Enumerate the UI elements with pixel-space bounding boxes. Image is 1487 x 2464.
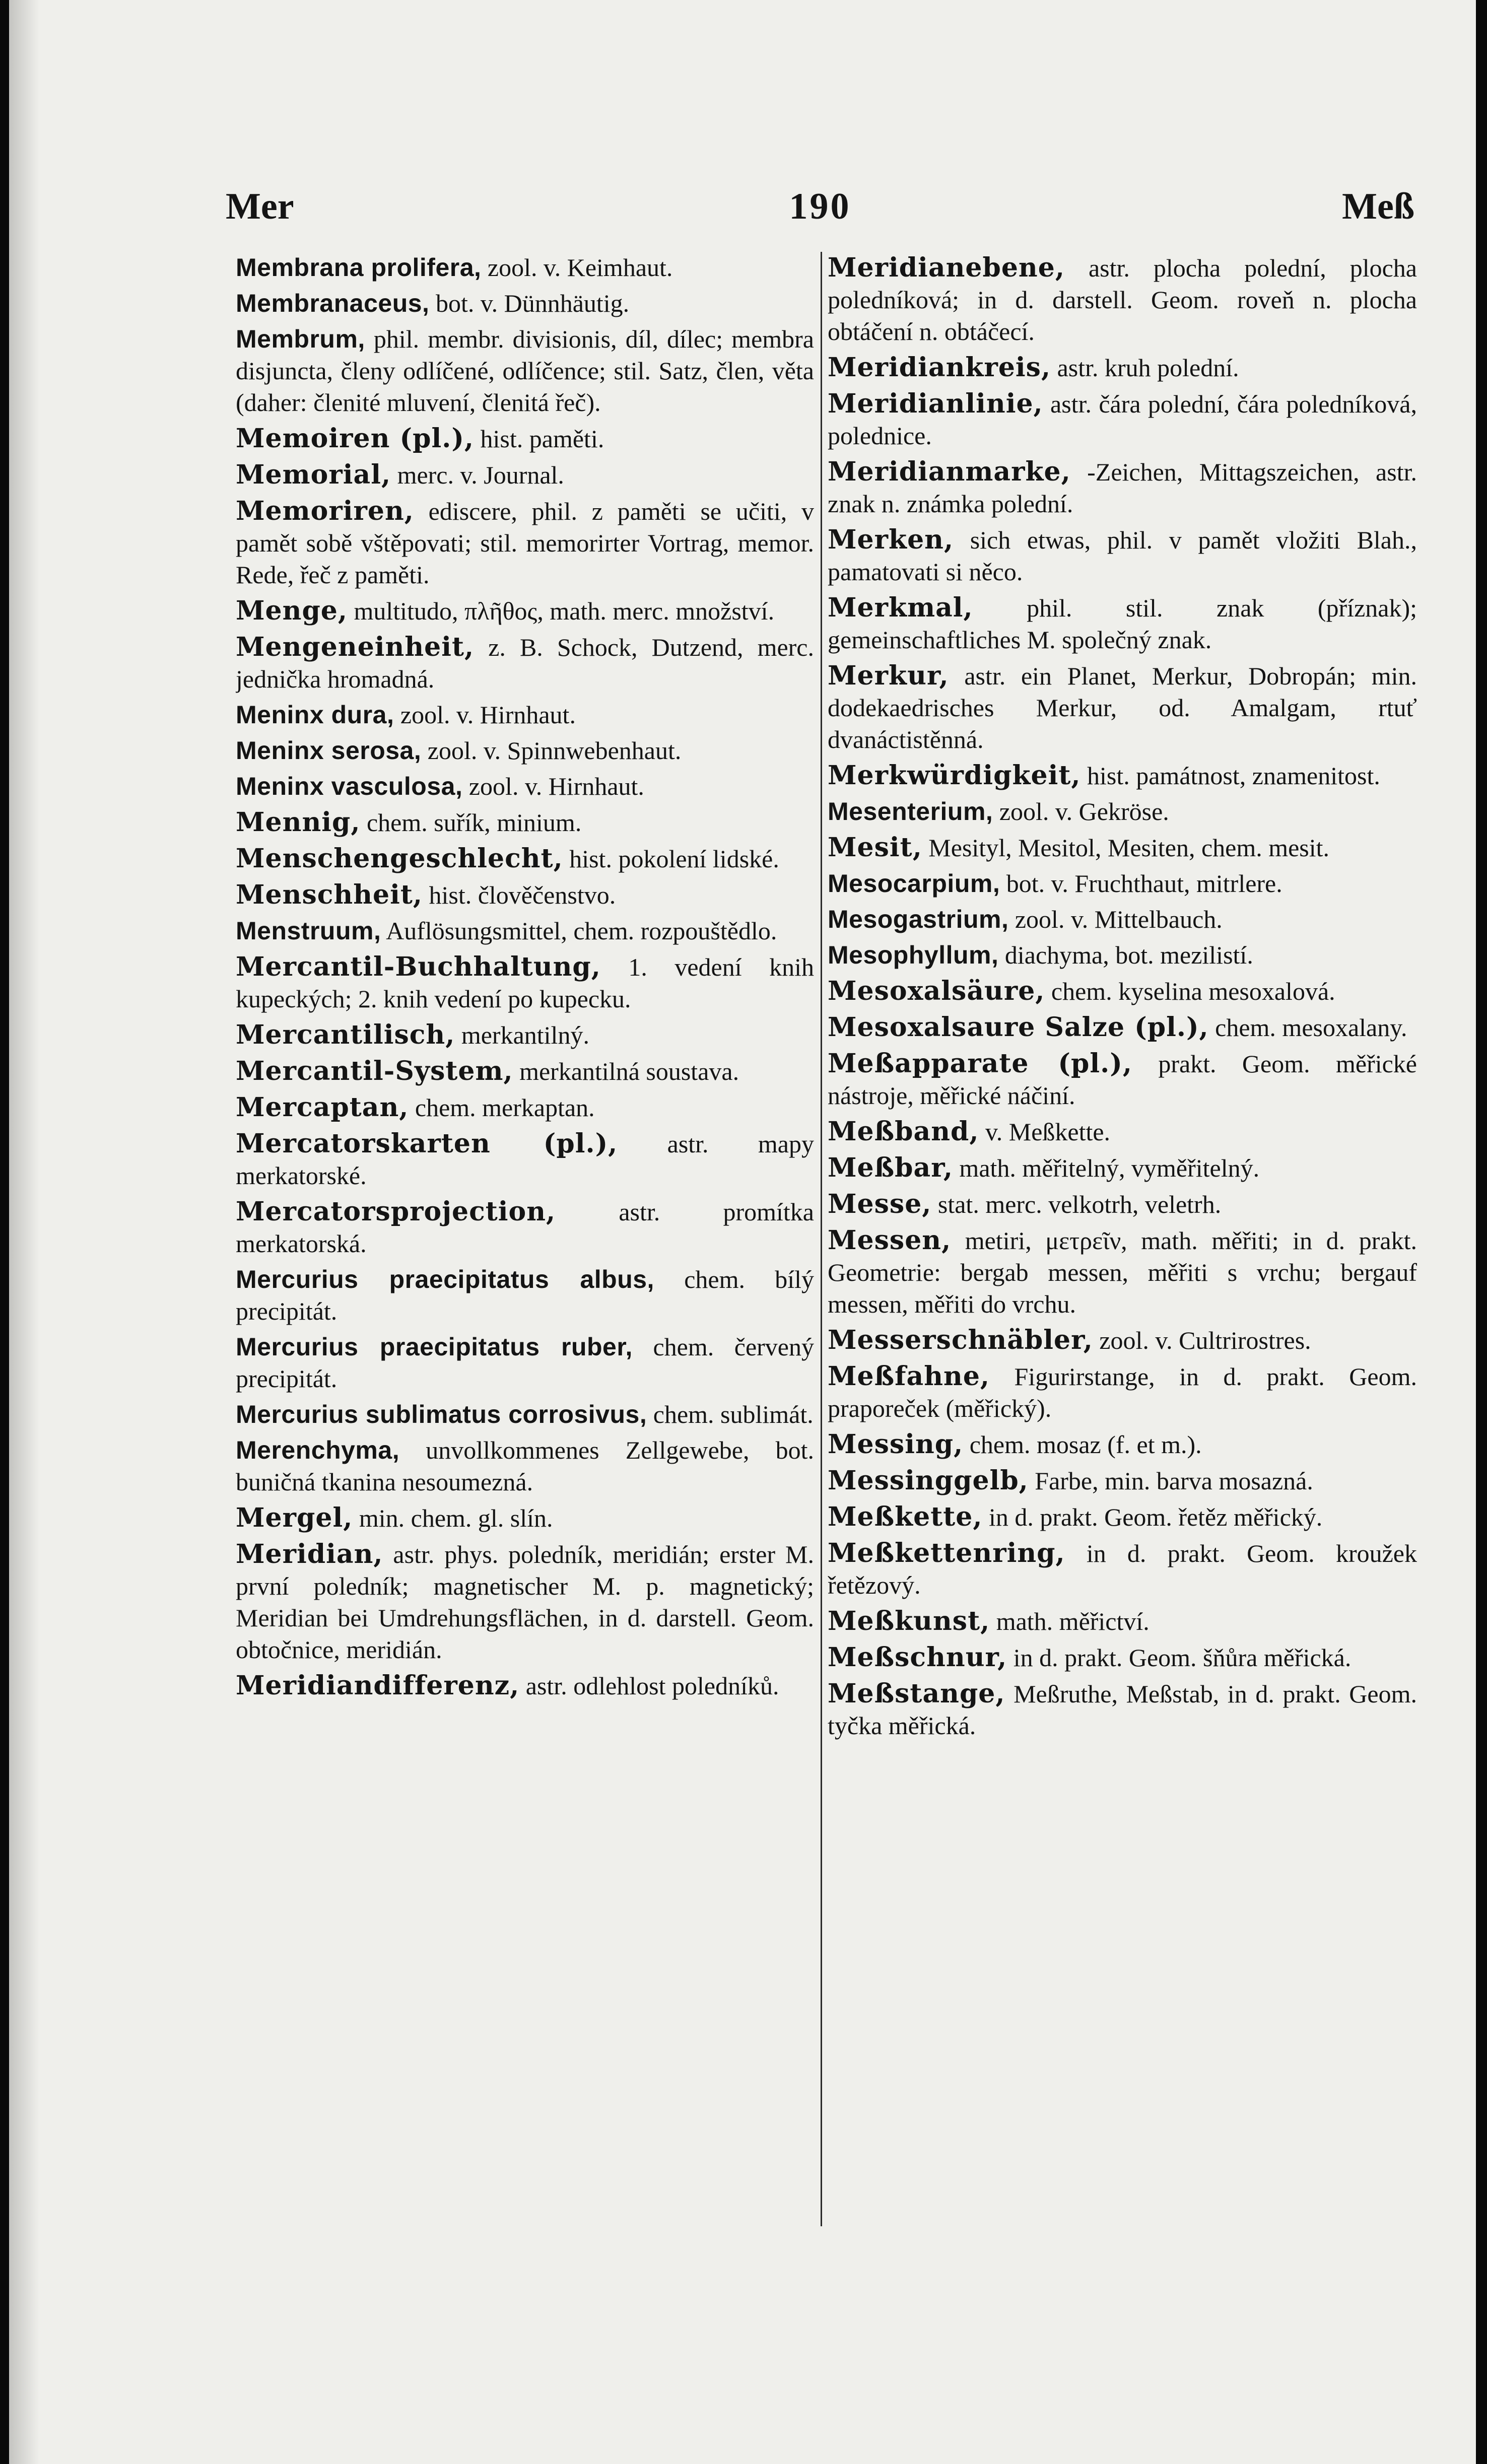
entry-definition: Mesityl, Mesitol, Mesiten, chem. mesit. [922, 834, 1330, 862]
dictionary-entry [828, 1641, 1417, 1674]
dictionary-entry [236, 843, 814, 875]
entry-definition: astr. kruh polední. [1051, 354, 1239, 382]
entry-definition: unvollkommenes Zellgewebe, bot. buničná tkanina nesoumezná. [236, 1436, 814, 1496]
entry-headword: Merkwürdigkeit, [828, 760, 1081, 791]
entry-headword: Mercurius sublimatus corrosivus, [236, 1400, 647, 1428]
entry-definition: astr. čára polední, čára poledníková, polednice. [828, 390, 1417, 450]
entry-headword: Messen, [828, 1225, 952, 1256]
dictionary-entry [236, 915, 814, 947]
entry-definition: min. chem. gl. slín. [353, 1504, 553, 1532]
entry-headword: Mesophyllum, [828, 941, 999, 969]
entry-headword: Mennig, [236, 807, 361, 838]
entry-definition: chem. mosaz (f. et m.). [963, 1430, 1202, 1459]
dictionary-entry [236, 1264, 814, 1327]
entry-definition: math. měřictví. [990, 1607, 1150, 1635]
dictionary-entry [828, 352, 1417, 384]
entry-definition: stat. merc. velkotrh, veletrh. [931, 1190, 1222, 1218]
entry-definition: in d. prakt. Geom. šňůra měřická. [1007, 1644, 1351, 1672]
entry-definition: phil. stil. znak (příznak); gemeinschaftliches M. společný znak. [828, 594, 1417, 654]
entry-headword: Meridiankreis, [828, 352, 1051, 383]
dictionary-entry [236, 631, 814, 695]
dictionary-entry [828, 796, 1417, 828]
entry-headword: Mercatorskarten (pl.), [236, 1128, 618, 1159]
entry-definition: hist. paměti. [474, 425, 604, 453]
entry-headword: Membranaceus, [236, 289, 430, 317]
entry-definition: chem. mesoxalany. [1208, 1013, 1407, 1042]
entry-headword: Meridian, [236, 1539, 383, 1569]
entry-definition: astr. phys. poledník, meridián; erster M. první poledník; magnetischer M. p. magnetický; Meridian bei Umdrehungsflächen, in d. darstell. Geom. obtočnice, meridián. [236, 1540, 814, 1664]
dictionary-entry [236, 323, 814, 419]
entry-headword: Meßband, [828, 1116, 979, 1147]
entry-definition: prakt. Geom. měřické nástroje, měřické náčiní. [828, 1050, 1417, 1110]
entry-definition: Auflösungsmittel, chem. rozpouštědlo. [381, 917, 777, 945]
dictionary-entry [828, 1011, 1417, 1044]
column-divider [821, 252, 822, 2226]
entry-headword: Membrana prolifera, [236, 253, 482, 282]
dictionary-entry [828, 660, 1417, 756]
entry-definition: math. měřitelný, vyměřitelný. [953, 1154, 1260, 1182]
dictionary-entry [828, 868, 1417, 900]
entry-headword: Menschheit, [236, 879, 423, 910]
entry-definition: zool. v. Cultrirostres. [1093, 1326, 1311, 1354]
dictionary-entry [236, 459, 814, 491]
entry-definition: multitudo, πλῆθος, math. merc. množství. [348, 597, 775, 625]
entry-definition: hist. pokolení lidské. [563, 845, 779, 873]
dictionary-entry [236, 1538, 814, 1666]
entry-definition: chem. sublimát. [647, 1400, 814, 1428]
entry-definition: Farbe, min. barva mosazná. [1028, 1467, 1313, 1495]
entry-definition: in d. prakt. Geom. řetěz měřický. [982, 1503, 1323, 1531]
entry-headword: Mercantil-Buchhaltung, [236, 951, 601, 982]
entry-headword: Messing, [828, 1429, 964, 1460]
dictionary-entry [236, 951, 814, 1015]
entry-headword: Meridianebene, [828, 252, 1065, 283]
entry-definition: hist. člověčenstvo. [422, 881, 616, 909]
entry-headword: Meßbar, [828, 1152, 953, 1183]
dictionary-entry [236, 423, 814, 455]
dictionary-entry [828, 1188, 1417, 1220]
dictionary-entry [828, 1152, 1417, 1184]
entry-headword: Meninx serosa, [236, 736, 422, 765]
dictionary-entry [828, 1678, 1417, 1742]
entry-definition: ediscere, phil. z paměti se učiti, v pamět sobě vštěpovati; stil. memorirter Vortrag, memor. Rede, řeč z paměti. [236, 497, 814, 589]
entry-headword: Mergel, [236, 1502, 353, 1533]
entry-definition: astr. ein Planet, Merkur, Dobropán; min. dodekaedrisches Merkur, od. Amalgam, rtuť dvanáctistěnná. [828, 662, 1417, 754]
dictionary-entry [236, 1434, 814, 1498]
entry-headword: Messe, [828, 1189, 932, 1219]
entry-headword: Mesogastrium, [828, 905, 1009, 933]
entry-headword: Mercatorsprojection, [236, 1196, 556, 1227]
header-left-guideword: Mer [226, 186, 294, 227]
entry-definition: hist. památnost, znamenitost. [1080, 762, 1380, 790]
entry-definition: in d. prakt. Geom. kroužek řetězový. [828, 1539, 1417, 1599]
entry-definition: v. Meßkette. [979, 1118, 1111, 1146]
entry-headword: Mesit, [828, 832, 922, 863]
dictionary-entry [236, 735, 814, 767]
entry-headword: Mengeneinheit, [236, 632, 475, 662]
dictionary-entry [828, 904, 1417, 935]
entry-headword: Meßfahne, [828, 1361, 990, 1392]
dictionary-entry [828, 1048, 1417, 1112]
dictionary-entry [828, 1605, 1417, 1637]
entry-headword: Meßschnur, [828, 1642, 1007, 1673]
dictionary-entry [828, 1224, 1417, 1320]
entry-headword: Merkur, [828, 660, 949, 691]
dictionary-entry [236, 595, 814, 627]
entry-definition: merkantilná soustava. [513, 1057, 739, 1085]
entry-definition: z. B. Schock, Dutzend, merc. jednička hromadná. [236, 633, 814, 693]
entry-definition: metiri, μετρεῖν, math. měřiti; in d. prakt. Geometrie: bergab messen, měřiti s vrchu; bergauf messen, měřiti do vrchu. [828, 1226, 1417, 1318]
entry-definition: astr. mapy merkatorské. [236, 1130, 814, 1190]
entry-headword: Mesoxalsäure, [828, 976, 1045, 1006]
entry-headword: Membrum, [236, 325, 365, 353]
entry-headword: Meninx dura, [236, 701, 394, 729]
dictionary-entry [828, 524, 1417, 588]
entry-definition: astr. plocha polední, plocha poledníková; in d. darstell. Geom. roveň n. plocha obtáčení n. obtáčecí. [828, 254, 1417, 346]
entry-headword: Merkmal, [828, 592, 973, 623]
entry-definition: zool. v. Hirnhaut. [394, 701, 576, 729]
entry-definition: sich etwas, phil. v pamět vložiti Blah., pamatovati si něco. [828, 526, 1417, 586]
entry-headword: Menge, [236, 595, 348, 626]
entry-headword: Messinggelb, [828, 1465, 1029, 1496]
entry-definition: zool. v. Gekröse. [993, 797, 1169, 826]
entry-definition: bot. v. Fruchthaut, mitrlere. [1000, 869, 1282, 898]
dictionary-entry [236, 1670, 814, 1702]
entry-definition: chem. merkaptan. [409, 1093, 595, 1122]
entry-definition: chem. červený precipitát. [236, 1333, 814, 1393]
dictionary-entry [236, 1399, 814, 1430]
dictionary-entry [236, 771, 814, 802]
right-column [828, 252, 1417, 2267]
entry-headword: Meßkunst, [828, 1606, 990, 1636]
entry-definition: zool. v. Keimhaut. [481, 253, 673, 282]
dictionary-entry [236, 1331, 814, 1395]
dictionary-entry [828, 252, 1417, 348]
entry-definition: Figurirstange, in d. prakt. Geom. praporeček (měřický). [828, 1362, 1417, 1422]
dictionary-entry [828, 939, 1417, 971]
entry-headword: Meßstange, [828, 1678, 1005, 1709]
header-right-guideword: Meß [1342, 186, 1414, 227]
entry-headword: Meridiandifferenz, [236, 1670, 520, 1701]
dictionary-entry [236, 699, 814, 731]
entry-headword: Meßkettenring, [828, 1538, 1065, 1568]
entry-definition: diachyma, bot. mezilistí. [998, 941, 1253, 969]
dictionary-entry [828, 1501, 1417, 1533]
entry-definition: -Zeichen, Mittagszeichen, astr. znak n. známka polední. [828, 458, 1417, 518]
entry-definition: zool. v. Hirnhaut. [462, 772, 644, 800]
entry-headword: Meridianlinie, [828, 388, 1043, 419]
entry-definition: chem. kyselina mesoxalová. [1045, 977, 1335, 1005]
entry-definition: Meßruthe, Meßstab, in d. prakt. Geom. tyčka měřická. [828, 1680, 1417, 1740]
dictionary-entry [828, 592, 1417, 656]
entry-headword: Memorial, [236, 459, 391, 490]
entry-headword: Memoriren, [236, 496, 414, 526]
entry-headword: Memoiren (pl.), [236, 423, 475, 454]
entry-definition: phil. membr. divisionis, díl, dílec; membra disjuncta, členy odlíčené, odlíčence; stil. Satz, člen, věta (daher: členité mluvení, členitá řeč). [236, 325, 814, 417]
dictionary-entry [828, 1537, 1417, 1601]
entry-headword: Meridianmarke, [828, 456, 1071, 487]
entry-headword: Mercantil-System, [236, 1056, 513, 1086]
entry-headword: Meßkette, [828, 1501, 983, 1532]
entry-headword: Mesenterium, [828, 797, 993, 826]
entry-headword: Mercantilisch, [236, 1019, 455, 1050]
entry-headword: Menschengeschlecht, [236, 843, 563, 874]
dictionary-entry [236, 806, 814, 839]
dictionary-entry [828, 832, 1417, 864]
dictionary-entry [828, 1116, 1417, 1148]
entry-headword: Menstruum, [236, 917, 381, 945]
entry-headword: Messerschnäbler, [828, 1325, 1093, 1355]
left-column [236, 252, 814, 2267]
entry-definition: chem. bílý precipitát. [236, 1265, 814, 1325]
entry-definition: chem. suřík, minium. [360, 808, 582, 837]
page-number: 190 [789, 186, 851, 227]
entry-definition: zool. v. Mittelbauch. [1008, 905, 1223, 933]
entry-definition: bot. v. Dünnhäutig. [429, 289, 630, 317]
dictionary-entry [828, 975, 1417, 1007]
dictionary-entry [236, 288, 814, 319]
entry-headword: Mesoxalsaure Salze (pl.), [828, 1012, 1209, 1043]
dictionary-entry [236, 495, 814, 591]
dictionary-entry [236, 1196, 814, 1260]
dictionary-entry [828, 1360, 1417, 1424]
entry-headword: Mercurius praecipitatus ruber, [236, 1333, 633, 1361]
entry-headword: Merken, [828, 524, 954, 555]
entry-definition: merc. v. Journal. [391, 461, 564, 489]
dictionary-entry [828, 1324, 1417, 1356]
entry-headword: Merenchyma, [236, 1436, 400, 1464]
entry-definition: astr. odlehlost poledníků. [519, 1672, 779, 1700]
entry-headword: Mesocarpium, [828, 869, 1000, 898]
dictionary-entry [236, 252, 814, 284]
dictionary-entry [828, 456, 1417, 520]
dictionary-entry [828, 760, 1417, 792]
entry-definition: 1. vedení knih kupeckých; 2. knih vedení po kupecku. [236, 953, 814, 1013]
dictionary-entry [236, 1128, 814, 1192]
dictionary-entry [236, 1091, 814, 1124]
entry-headword: Mercurius praecipitatus albus, [236, 1265, 654, 1293]
dictionary-page [9, 0, 1476, 2464]
dictionary-entry [828, 1465, 1417, 1497]
page-header [226, 185, 1414, 231]
entry-definition: zool. v. Spinnwebenhaut. [421, 736, 682, 765]
dictionary-entry [236, 1055, 814, 1087]
entry-headword: Meßapparate (pl.), [828, 1048, 1132, 1079]
entry-definition: astr. promítka merkatorská. [236, 1198, 814, 1258]
dictionary-entry [828, 1428, 1417, 1461]
entry-definition: merkantilný. [455, 1021, 589, 1049]
entry-headword: Mercaptan, [236, 1092, 409, 1123]
dictionary-entry [828, 388, 1417, 452]
dictionary-entry [236, 1019, 814, 1051]
entry-headword: Meninx vasculosa, [236, 772, 463, 800]
dictionary-entry [236, 1502, 814, 1534]
dictionary-entry [236, 879, 814, 911]
